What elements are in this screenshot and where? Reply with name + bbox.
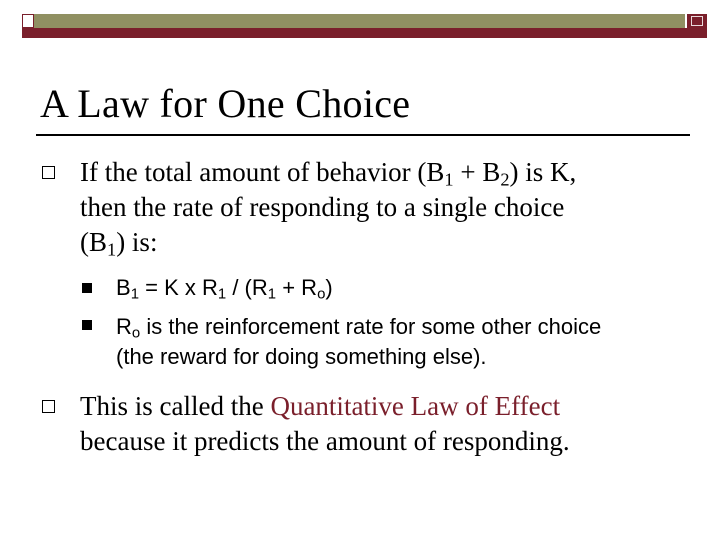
sub-bullet-1-text	[116, 273, 333, 303]
bullet-1-part: ) is:	[116, 227, 158, 257]
highlighted-term: Quantitative Law of Effect	[270, 391, 561, 421]
formula-part: )	[325, 275, 333, 300]
slide-title: A Law for One Choice	[40, 81, 411, 126]
subscript: 1	[267, 285, 277, 303]
sub-bullet-2-part: R	[116, 314, 132, 339]
bullet-1-part: ) is K,	[509, 157, 577, 187]
subscript: o	[131, 324, 141, 342]
header-maroon-band	[22, 28, 707, 38]
filled-square-bullet-icon	[82, 320, 92, 330]
bullet-2-text	[80, 389, 570, 459]
bullet-1-part: (B	[80, 227, 107, 257]
sub-bullet-2-part: (the reward for doing something else).	[116, 344, 487, 369]
bullet-1-text	[80, 155, 576, 260]
hollow-square-bullet-icon	[42, 166, 55, 179]
formula-part: / (R	[226, 275, 268, 300]
header-decoration-bar	[22, 14, 707, 40]
subscript: 1	[444, 169, 454, 190]
sub-bullet-2-part: is the reinforcement rate for some other choice	[140, 314, 602, 339]
subscript: 1	[217, 285, 227, 303]
subscript: 2	[500, 169, 510, 190]
header-outline-square	[22, 14, 34, 28]
formula-part: B	[116, 275, 131, 300]
hollow-square-bullet-icon	[42, 400, 55, 413]
subscript: 1	[130, 285, 140, 303]
bullet-1-part: then the rate of responding to a single choice	[80, 192, 565, 222]
bullet-1-part: + B	[453, 157, 501, 187]
filled-square-bullet-icon	[82, 283, 92, 293]
bullet-2-part: This is called the	[80, 391, 271, 421]
sub-bullet-2-text	[116, 312, 601, 372]
formula-part: = K x R	[139, 275, 218, 300]
bullet-2-part: because it predicts the amount of responding.	[80, 426, 570, 456]
bullet-1-part: If the total amount of behavior (B	[80, 157, 445, 187]
subscript: o	[317, 285, 326, 303]
subscript: 1	[107, 239, 117, 260]
title-divider	[36, 134, 690, 136]
header-olive-fill	[34, 14, 685, 28]
header-corner-square	[687, 14, 707, 28]
formula-part: + R	[276, 275, 318, 300]
